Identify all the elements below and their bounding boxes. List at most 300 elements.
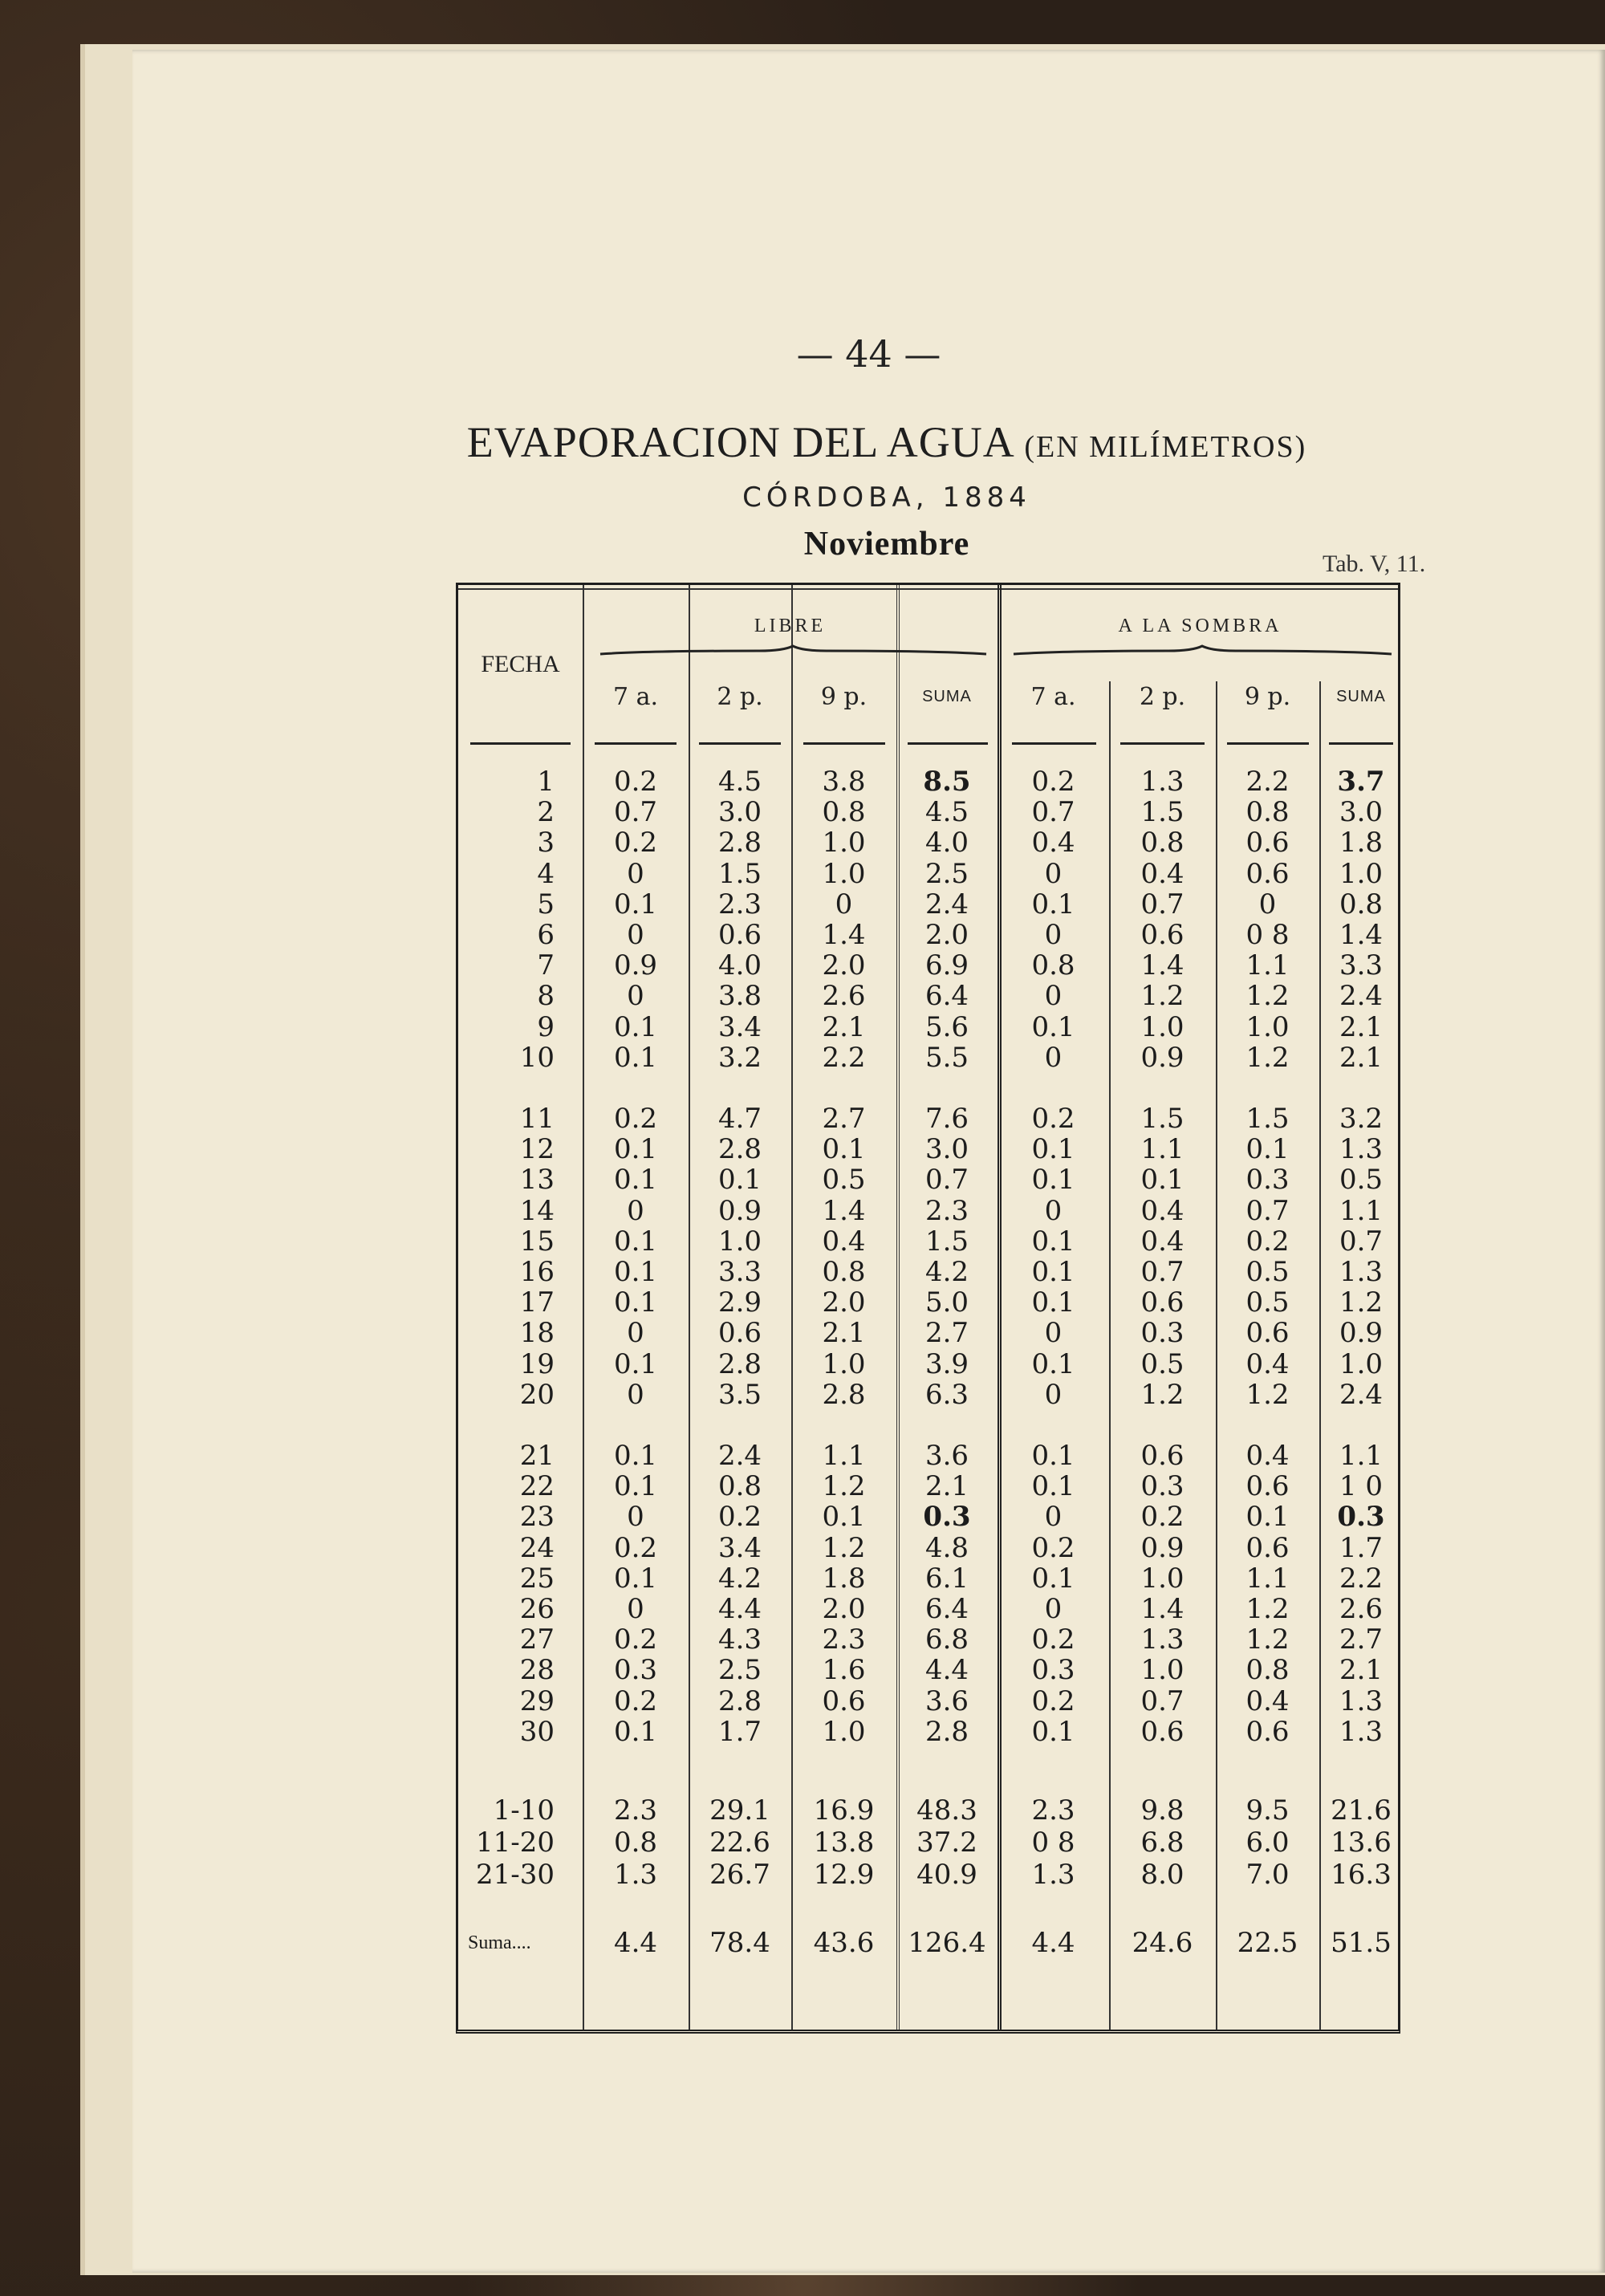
day-row-cell: 0: [627, 857, 644, 890]
day-row-cell: 2.1: [1339, 1041, 1384, 1074]
day-row-cell: 1.4: [1140, 1593, 1184, 1625]
day-row-cell: 0.4: [822, 1225, 866, 1258]
day-row-cell: 0.5: [1245, 1286, 1290, 1319]
day-row-cell: 4.2: [717, 1562, 762, 1595]
day-row-cell: 0.2: [613, 766, 658, 798]
day-row-cell: 1.5: [1140, 796, 1184, 829]
day-row-cell: 1.0: [822, 827, 866, 859]
day-row-cell: 0: [1044, 1501, 1063, 1534]
header-rule: [1227, 742, 1309, 745]
day-row-cell: 5.6: [924, 1010, 969, 1043]
day-row-cell: 0.2: [613, 1684, 658, 1717]
title-units: (EN MILÍMETROS): [1024, 430, 1307, 464]
day-row-cell: 0.1: [1031, 1164, 1075, 1197]
day-row-cell: 0.1: [613, 1256, 658, 1288]
day-row-cell: 1.1: [822, 1440, 866, 1472]
title-main: EVAPORACION DEL AGUA: [466, 418, 1013, 466]
day-row-cell: 2.5: [717, 1654, 762, 1687]
day-row-cell: 1.0: [822, 1347, 866, 1380]
day-row-cell: 1.0: [1339, 857, 1384, 890]
day-row-cell: 0.6: [1245, 1531, 1290, 1564]
day-row-cell: 1.2: [1245, 1378, 1290, 1411]
day-row-cell: 2.1: [924, 1470, 969, 1503]
day-row-cell: 0.1: [613, 1470, 658, 1503]
day-row-cell: 6.4: [924, 1593, 969, 1625]
day-row-cell: 1.0: [717, 1225, 762, 1258]
day-row-cell: 0: [627, 919, 644, 951]
day-row-cell: 1.0: [1140, 1654, 1184, 1687]
day-row-cell: 0.2: [1031, 1531, 1075, 1564]
period-row-cell: 12.9: [813, 1859, 875, 1891]
day-row-cell: 0: [1044, 1593, 1063, 1625]
header-rule: [908, 742, 988, 745]
day-row-cell: 3.0: [1339, 796, 1384, 829]
day-row-cell: 0.5: [1339, 1164, 1384, 1197]
day-row-label: 26: [519, 1593, 555, 1625]
day-row-cell: 0.3: [923, 1501, 971, 1534]
day-row-cell: 3.4: [717, 1531, 762, 1564]
period-row-cell: 29.1: [709, 1794, 770, 1827]
day-row-cell: 4.5: [717, 766, 762, 798]
day-row-cell: 3.2: [717, 1041, 762, 1074]
day-row-label: 29: [519, 1684, 555, 1717]
day-row-cell: 2.2: [1245, 766, 1290, 798]
day-row-cell: 3.0: [924, 1133, 969, 1166]
col-header-sombra-7a: 7 a.: [1030, 683, 1076, 711]
day-row-cell: 1.2: [1245, 1623, 1290, 1656]
day-row-cell: 3.8: [822, 766, 866, 798]
day-row-cell: 1.4: [1339, 919, 1384, 951]
header-rule: [470, 742, 571, 745]
period-row-cell: 0.8: [613, 1827, 658, 1859]
day-row-cell: 0.9: [1140, 1041, 1184, 1074]
day-row-cell: 0.4: [1245, 1684, 1290, 1717]
day-row-cell: 1.0: [822, 857, 866, 890]
day-row-cell: 1.4: [822, 919, 866, 951]
day-row-cell: 0.7: [1245, 1194, 1290, 1227]
day-row-label: 25: [519, 1562, 555, 1595]
day-row-cell: 2.8: [822, 1378, 866, 1411]
period-row-cell: 1.3: [613, 1859, 658, 1891]
header-rule: [1120, 742, 1205, 745]
day-row-label: 20: [519, 1378, 555, 1411]
day-row-cell: 2.8: [717, 1347, 762, 1380]
day-row-cell: 0.8: [822, 796, 866, 829]
day-row-cell: 0.8: [822, 1256, 866, 1288]
day-row-cell: 0: [1044, 1194, 1063, 1227]
day-row-label: 13: [519, 1164, 555, 1197]
col-header-libre-9p: 9 p.: [820, 683, 868, 711]
day-row-cell: 1.0: [1140, 1010, 1184, 1043]
day-row-cell: 0.7: [1140, 888, 1184, 920]
day-row-cell: 1.0: [1245, 1010, 1290, 1043]
day-row-cell: 2.8: [717, 827, 762, 859]
day-row-label: 12: [519, 1133, 555, 1166]
period-row-cell: 37.2: [916, 1827, 977, 1859]
day-row-label: 28: [519, 1654, 555, 1687]
day-row-cell: 0.6: [1140, 1286, 1184, 1319]
day-row-cell: 0.7: [1140, 1684, 1184, 1717]
day-row-cell: 0: [627, 1501, 644, 1534]
col-header-sombra-9p: 9 p.: [1244, 683, 1291, 711]
day-row-cell: 3.6: [924, 1440, 969, 1472]
day-row-cell: 1.3: [1140, 1623, 1184, 1656]
period-row-cell: 16.3: [1331, 1859, 1392, 1891]
day-row-cell: 5.5: [924, 1041, 969, 1074]
day-row-cell: 1.4: [1140, 949, 1184, 982]
day-row-cell: 0: [627, 980, 644, 1013]
day-row-label: 14: [519, 1194, 555, 1227]
day-row-cell: 1.0: [1339, 1347, 1384, 1380]
day-row-cell: 3.4: [717, 1010, 762, 1043]
period-row-cell: 13.6: [1331, 1827, 1392, 1859]
day-row-cell: 2.0: [822, 1286, 866, 1319]
day-row-cell: 0: [627, 1378, 644, 1411]
day-row-cell: 0.2: [717, 1501, 762, 1534]
period-row-cell: 2.3: [1031, 1794, 1075, 1827]
day-row-cell: 0.6: [822, 1684, 866, 1717]
day-row-cell: 0.8: [1245, 796, 1290, 829]
day-row-label: 6: [537, 919, 555, 951]
day-row-cell: 0: [1044, 919, 1063, 951]
day-row-label: 24: [519, 1531, 555, 1564]
day-row-label: 10: [519, 1041, 555, 1074]
day-row-label: 9: [537, 1010, 555, 1043]
day-row-label: 22: [519, 1470, 555, 1503]
period-row-label: 11-20: [475, 1827, 555, 1859]
period-row-cell: 7.0: [1245, 1859, 1290, 1891]
period-row-cell: 8.0: [1140, 1859, 1184, 1891]
day-row-cell: 1.2: [1245, 980, 1290, 1013]
day-row-cell: 0.9: [1339, 1317, 1384, 1350]
day-row-cell: 1.7: [717, 1715, 762, 1748]
period-row-cell: 1.3: [1031, 1859, 1075, 1891]
day-row-cell: 4.0: [924, 827, 969, 859]
suma-row-cell: 126.4: [908, 1927, 986, 1959]
day-row-label: 7: [537, 949, 555, 982]
day-row-cell: 1.2: [822, 1531, 866, 1564]
day-row-cell: 0.5: [1140, 1347, 1184, 1380]
day-row-label: 23: [519, 1501, 555, 1534]
day-row-cell: 1.1: [1245, 949, 1290, 982]
day-row-cell: 0.9: [717, 1194, 762, 1227]
day-row-cell: 2.8: [924, 1715, 969, 1748]
day-row-cell: 0.3: [1337, 1501, 1385, 1534]
day-row-cell: 1.3: [1339, 1684, 1384, 1717]
day-row-cell: 2.0: [924, 919, 969, 951]
col-header-sombra-suma: SUMA: [1336, 688, 1386, 705]
day-row-cell: 0.3: [1031, 1654, 1075, 1687]
day-row-cell: 0.7: [1031, 796, 1075, 829]
suma-row-cell: 4.4: [613, 1927, 658, 1959]
day-row-cell: 1.4: [822, 1194, 866, 1227]
page-number: — 44 —: [796, 332, 941, 376]
day-row-cell: 3.5: [717, 1378, 762, 1411]
day-row-cell: 0.1: [613, 1164, 658, 1197]
day-row-cell: 1.1: [1339, 1194, 1384, 1227]
day-row-cell: 0.1: [1140, 1164, 1184, 1197]
day-row-cell: 1.0: [822, 1715, 866, 1748]
day-row-cell: 4.3: [717, 1623, 762, 1656]
day-row-cell: 0.1: [613, 1133, 658, 1166]
day-row-label: 4: [537, 857, 555, 890]
period-row-cell: 9.8: [1140, 1794, 1184, 1827]
day-row-cell: 6.1: [924, 1562, 969, 1595]
day-row-cell: 2.4: [717, 1440, 762, 1472]
month-heading: Noviembre: [803, 526, 970, 563]
day-row-cell: 2.7: [1339, 1623, 1384, 1656]
period-row-cell: 40.9: [916, 1859, 977, 1891]
day-row-cell: 0: [1044, 1378, 1063, 1411]
period-row-cell: 26.7: [709, 1859, 770, 1891]
period-row-cell: 2.3: [613, 1794, 658, 1827]
day-row-cell: 0.1: [613, 1562, 658, 1595]
col-header-libre-7a: 7 a.: [612, 683, 659, 711]
day-row-cell: 0.2: [613, 827, 658, 859]
day-row-cell: 0.6: [1245, 827, 1290, 859]
day-row-cell: 0.1: [1031, 1347, 1075, 1380]
suma-row-cell: 51.5: [1331, 1927, 1392, 1959]
day-row-cell: 3.0: [717, 796, 762, 829]
day-row-cell: 2.3: [924, 1194, 969, 1227]
day-row-label: 3: [537, 827, 555, 859]
day-row-cell: 0.1: [613, 1715, 658, 1748]
day-row-cell: 0.6: [1245, 1317, 1290, 1350]
day-row-cell: 6.3: [924, 1378, 969, 1411]
period-row-label: 1-10: [493, 1794, 555, 1827]
day-row-cell: 1.5: [1140, 1103, 1184, 1135]
day-row-cell: 0.4: [1140, 1225, 1184, 1258]
period-row-cell: 6.0: [1245, 1827, 1290, 1859]
col-header-sombra-2p: 2 p.: [1139, 683, 1186, 711]
day-row-cell: 0: [627, 1194, 644, 1227]
day-row-cell: 0.1: [1031, 1715, 1075, 1748]
day-row-cell: 0.9: [613, 949, 658, 982]
header-rule: [1012, 742, 1096, 745]
day-row-cell: 0.1: [1245, 1133, 1290, 1166]
day-row-cell: 0.8: [1031, 949, 1075, 982]
day-row-cell: 0.8: [1339, 888, 1384, 920]
period-row-cell: 22.6: [709, 1827, 770, 1859]
day-row-cell: 2.1: [1339, 1010, 1384, 1043]
day-row-cell: 0: [1044, 1041, 1063, 1074]
day-row-cell: 6.8: [924, 1623, 969, 1656]
day-row-label: 1: [537, 766, 555, 798]
period-row-cell: 48.3: [916, 1794, 977, 1827]
day-row-cell: 0: [627, 1593, 644, 1625]
day-row-cell: 1.7: [1339, 1531, 1384, 1564]
day-row-cell: 1.0: [1140, 1562, 1184, 1595]
day-row-label: 17: [519, 1286, 555, 1319]
day-row-cell: 0.2: [1031, 1103, 1075, 1135]
suma-row-cell: 24.6: [1132, 1927, 1193, 1959]
day-row-cell: 0.6: [1245, 1470, 1290, 1503]
day-row-cell: 0.4: [1245, 1347, 1290, 1380]
day-row-cell: 2.4: [924, 888, 969, 920]
day-row-cell: 4.2: [924, 1256, 969, 1288]
day-row-cell: 0.6: [1245, 1715, 1290, 1748]
day-row-cell: 4.8: [924, 1531, 969, 1564]
day-row-label: 21: [519, 1440, 555, 1472]
day-row-cell: 1.1: [1245, 1562, 1290, 1595]
day-row-cell: 3.6: [924, 1684, 969, 1717]
day-row-cell: 1.1: [1140, 1133, 1184, 1166]
day-row-cell: 3.3: [717, 1256, 762, 1288]
header-rule: [699, 742, 781, 745]
day-row-cell: 1.1: [1339, 1440, 1384, 1472]
day-row-cell: 0.3: [1140, 1470, 1184, 1503]
day-row-cell: 0.6: [1140, 1715, 1184, 1748]
day-row-cell: 0.2: [1140, 1501, 1184, 1534]
period-row-cell: 21.6: [1331, 1794, 1392, 1827]
day-row-label: 27: [519, 1623, 555, 1656]
day-row-cell: 1.3: [1140, 766, 1184, 798]
period-row-cell: 16.9: [813, 1794, 875, 1827]
day-row-cell: 0.2: [1031, 766, 1075, 798]
day-row-cell: 3.3: [1339, 949, 1384, 982]
day-row-cell: 0.1: [613, 1347, 658, 1380]
day-row-cell: 0.6: [717, 1317, 762, 1350]
day-row-cell: 0.5: [1245, 1256, 1290, 1288]
day-row-cell: 2.1: [822, 1317, 866, 1350]
day-row-cell: 3.8: [717, 980, 762, 1013]
day-row-cell: 1.8: [1339, 827, 1384, 859]
location-year: CÓRDOBA, 1884: [742, 482, 1031, 514]
day-row-cell: 1.6: [822, 1654, 866, 1687]
day-row-cell: 0.3: [1245, 1164, 1290, 1197]
day-row-cell: 0.1: [613, 1286, 658, 1319]
day-row-cell: 2.8: [717, 1133, 762, 1166]
day-row-cell: 2.3: [717, 888, 762, 920]
day-row-cell: 2.6: [822, 980, 866, 1013]
day-row-cell: 0.1: [1031, 1133, 1075, 1166]
day-row-cell: 0.2: [613, 1103, 658, 1135]
day-row-cell: 2.5: [924, 857, 969, 890]
day-row-cell: 2.8: [717, 1684, 762, 1717]
day-row-cell: 0.1: [717, 1164, 762, 1197]
day-row-cell: 4.0: [717, 949, 762, 982]
suma-row-cell: 22.5: [1237, 1927, 1298, 1959]
day-row-cell: 2.0: [822, 949, 866, 982]
day-row-cell: 0.2: [1245, 1225, 1290, 1258]
day-row-cell: 0: [835, 888, 853, 920]
day-row-label: 8: [537, 980, 555, 1013]
day-row-cell: 0.2: [613, 1531, 658, 1564]
day-row-cell: 0.3: [613, 1654, 658, 1687]
col-header-libre-2p: 2 p.: [717, 683, 763, 711]
day-row-cell: 0: [1044, 980, 1063, 1013]
day-row-cell: 2.4: [1339, 980, 1384, 1013]
day-row-cell: 2.3: [822, 1623, 866, 1656]
day-row-cell: 1.5: [1245, 1103, 1290, 1135]
sombra-header: A LA SOMBRA: [1118, 616, 1282, 636]
day-row-cell: 0.1: [1031, 1225, 1075, 1258]
day-row-cell: 2.0: [822, 1593, 866, 1625]
day-row-cell: 0.1: [822, 1501, 866, 1534]
day-row-cell: 1.3: [1339, 1133, 1384, 1166]
day-row-cell: 0.1: [613, 1041, 658, 1074]
period-row-cell: 13.8: [813, 1827, 875, 1859]
day-row-cell: 0.1: [1031, 1010, 1075, 1043]
day-row-cell: 2.7: [822, 1103, 866, 1135]
day-row-cell: 2.4: [1339, 1378, 1384, 1411]
day-row-cell: 0.8: [1245, 1654, 1290, 1687]
day-row-cell: 1.2: [1140, 980, 1184, 1013]
day-row-cell: 0.6: [1140, 1440, 1184, 1472]
day-row-cell: 1.2: [1245, 1593, 1290, 1625]
day-row-cell: 0: [627, 1317, 644, 1350]
day-row-cell: 0.1: [1031, 1470, 1075, 1503]
day-row-label: 30: [519, 1715, 555, 1748]
day-row-cell: 0.1: [822, 1133, 866, 1166]
day-row-cell: 0.6: [1245, 857, 1290, 890]
libre-brace: [599, 643, 988, 667]
day-row-cell: 8.5: [923, 766, 971, 798]
period-row-label: 21-30: [475, 1859, 555, 1891]
day-row-cell: 0.3: [1140, 1317, 1184, 1350]
day-row-cell: 0: [1044, 1317, 1063, 1350]
day-row-cell: 0.2: [613, 1623, 658, 1656]
day-row-label: 2: [537, 796, 555, 829]
day-row-cell: 1 0: [1339, 1470, 1384, 1503]
day-row-cell: 1.3: [1339, 1715, 1384, 1748]
day-row-cell: 5.0: [924, 1286, 969, 1319]
day-row-cell: 1.2: [1245, 1041, 1290, 1074]
day-row-cell: 0.7: [1140, 1256, 1184, 1288]
day-row-cell: 0.4: [1140, 857, 1184, 890]
day-row-cell: 0.6: [1140, 919, 1184, 951]
table-reference: Tab. V, 11.: [1323, 551, 1426, 577]
day-row-cell: 4.4: [717, 1593, 762, 1625]
day-row-cell: 2.2: [1339, 1562, 1384, 1595]
day-row-cell: 0.4: [1031, 827, 1075, 859]
day-row-label: 11: [519, 1103, 555, 1135]
day-row-cell: 4.5: [924, 796, 969, 829]
day-row-cell: 0.1: [613, 1010, 658, 1043]
day-row-cell: 0.1: [1031, 888, 1075, 920]
day-row-cell: 0.5: [822, 1164, 866, 1197]
day-row-cell: 0: [1258, 888, 1277, 920]
fecha-header: FECHA: [481, 651, 560, 677]
day-row-cell: 4.4: [924, 1654, 969, 1687]
sombra-brace: [1012, 643, 1393, 667]
day-row-cell: 0.1: [1031, 1256, 1075, 1288]
suma-row-cell: 4.4: [1031, 1927, 1075, 1959]
day-row-cell: 3.2: [1339, 1103, 1384, 1135]
day-row-cell: 1.5: [717, 857, 762, 890]
day-row-cell: 0.1: [613, 1440, 658, 1472]
day-row-cell: 0.7: [613, 796, 658, 829]
book-page: [132, 50, 1605, 2273]
day-row-cell: 0.8: [717, 1470, 762, 1503]
libre-header: LIBRE: [754, 616, 827, 636]
day-row-label: 18: [519, 1317, 555, 1350]
day-row-label: 5: [537, 888, 555, 920]
day-row-cell: 7.6: [924, 1103, 969, 1135]
day-row-cell: 0.9: [1140, 1531, 1184, 1564]
evaporation-table: [456, 583, 1400, 2034]
day-row-cell: 2.1: [1339, 1654, 1384, 1687]
day-row-cell: 0: [1044, 857, 1063, 890]
day-row-cell: 0.1: [613, 888, 658, 920]
day-row-label: 19: [519, 1347, 555, 1380]
day-row-cell: 0.7: [924, 1164, 969, 1197]
suma-row-label: Suma....: [468, 1932, 531, 1953]
day-row-cell: 3.7: [1337, 766, 1385, 798]
day-row-cell: 0.1: [613, 1225, 658, 1258]
day-row-cell: 0.2: [1031, 1623, 1075, 1656]
day-row-cell: 2.7: [924, 1317, 969, 1350]
